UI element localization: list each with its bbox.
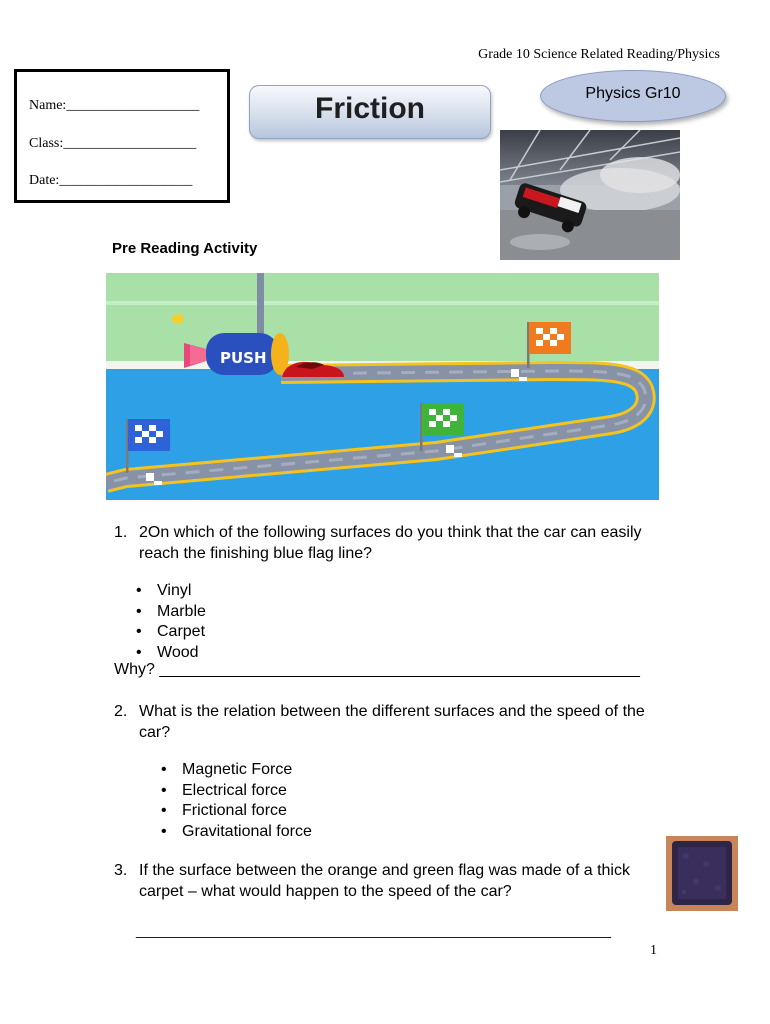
- option-item: • Marble: [133, 602, 206, 623]
- track-illustration: [106, 273, 659, 500]
- race-car-photo: [500, 130, 680, 260]
- question-number: 2.: [114, 703, 128, 720]
- physics-badge: [540, 70, 726, 122]
- option-item: • Wood: [133, 643, 206, 664]
- class-field-label: Class:___________________: [29, 136, 197, 151]
- option-item: • Gravitational force: [158, 822, 312, 843]
- page-title: Friction: [315, 92, 425, 125]
- student-info-box: [14, 69, 230, 203]
- question-text: What is the relation between the different surfaces and the speed of the car?: [139, 703, 645, 741]
- physics-badge-label: Physics Gr10: [585, 84, 681, 102]
- question-2-options: [158, 760, 312, 842]
- carpet-sample-image: [666, 836, 738, 911]
- question-number: 3.: [114, 862, 128, 879]
- name-field-label: Name:___________________: [29, 98, 200, 113]
- header-subject-line: Grade 10 Science Related Reading/Physics: [478, 47, 720, 62]
- question-1-options: [133, 581, 206, 663]
- option-item: • Vinyl: [133, 581, 206, 602]
- push-label: PUSH: [220, 349, 267, 367]
- option-item: • Carpet: [133, 622, 206, 643]
- option-item: • Magnetic Force: [158, 760, 312, 781]
- option-item: • Frictional force: [158, 801, 312, 822]
- title-banner: [249, 85, 491, 139]
- option-item: • Electrical force: [158, 781, 312, 802]
- question-text: 2On which of the following surfaces do you think that the car can easily reach the finishing blue flag line?: [139, 524, 642, 562]
- section-heading: Pre Reading Activity: [112, 240, 258, 257]
- answer-line: _____________________________________________________________: [136, 922, 611, 938]
- page-number: 1: [650, 943, 657, 958]
- question-text: If the surface between the orange and green flag was made of a thick carpet – what would happen to the speed of the car?: [139, 862, 630, 900]
- date-field-label: Date:___________________: [29, 173, 193, 188]
- question-number: 1.: [114, 524, 128, 541]
- why-prompt: Why? ______________________________________________________: [114, 661, 640, 678]
